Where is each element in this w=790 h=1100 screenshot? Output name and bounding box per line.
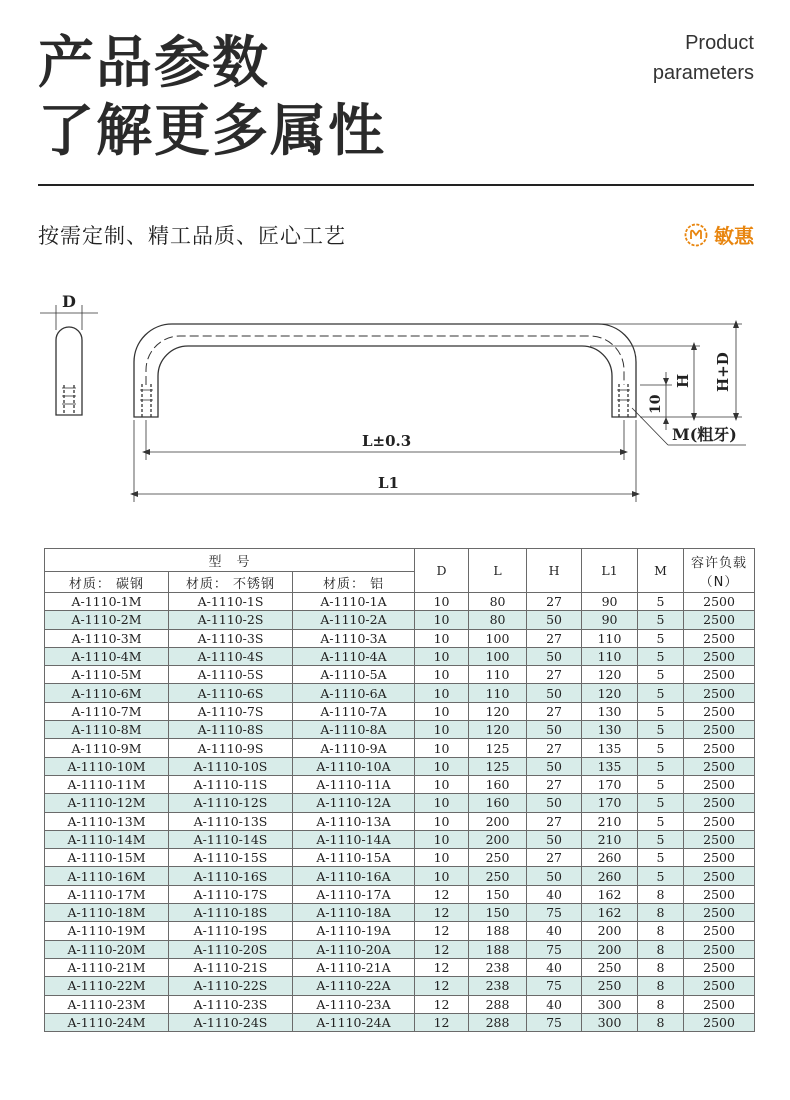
value-m: 8 [638, 922, 684, 940]
header-m: M [638, 549, 684, 593]
value-load: 2500 [684, 684, 755, 702]
value-l1: 250 [582, 977, 638, 995]
label-m: M(粗牙) [672, 425, 737, 444]
model-carbon-steel: A-1110-24M [45, 1013, 169, 1031]
value-load: 2500 [684, 702, 755, 720]
model-stainless: A-1110-18S [169, 904, 293, 922]
value-m: 8 [638, 1013, 684, 1031]
model-carbon-steel: A-1110-16M [45, 867, 169, 885]
model-carbon-steel: A-1110-21M [45, 958, 169, 976]
value-h: 75 [527, 1013, 582, 1031]
model-carbon-steel: A-1110-11M [45, 775, 169, 793]
value-m: 5 [638, 647, 684, 665]
table-row [45, 977, 755, 995]
brand [684, 220, 754, 249]
table-row [45, 885, 755, 903]
value-m: 8 [638, 940, 684, 958]
value-d: 10 [415, 867, 469, 885]
model-header: 型 号 [45, 549, 415, 572]
model-aluminum: A-1110-11A [293, 775, 415, 793]
value-load: 2500 [684, 904, 755, 922]
header-l: L [469, 549, 527, 593]
label-h: H [674, 373, 692, 388]
table-row [45, 794, 755, 812]
value-l: 110 [469, 684, 527, 702]
header-d: D [415, 549, 469, 593]
value-h: 50 [527, 757, 582, 775]
model-aluminum: A-1110-13A [293, 812, 415, 830]
minhui-logo-icon [684, 223, 708, 247]
model-carbon-steel: A-1110-12M [45, 794, 169, 812]
value-l1: 90 [582, 611, 638, 629]
value-d: 10 [415, 794, 469, 812]
value-d: 10 [415, 611, 469, 629]
value-h: 27 [527, 849, 582, 867]
model-stainless: A-1110-12S [169, 794, 293, 812]
value-m: 5 [638, 629, 684, 647]
model-aluminum: A-1110-2A [293, 611, 415, 629]
model-stainless: A-1110-16S [169, 867, 293, 885]
header-load [684, 549, 755, 593]
value-load: 2500 [684, 977, 755, 995]
value-l: 120 [469, 702, 527, 720]
value-l: 250 [469, 867, 527, 885]
header-load-line-2: （N） [699, 574, 739, 590]
header-h: H [527, 549, 582, 593]
model-aluminum: A-1110-14A [293, 830, 415, 848]
value-h: 50 [527, 647, 582, 665]
value-m: 5 [638, 739, 684, 757]
value-d: 10 [415, 830, 469, 848]
value-load: 2500 [684, 775, 755, 793]
table-row [45, 775, 755, 793]
value-load: 2500 [684, 922, 755, 940]
value-m: 5 [638, 794, 684, 812]
header-material-aluminum: 材质： 铝 [293, 572, 415, 593]
table-row [45, 629, 755, 647]
value-h: 50 [527, 867, 582, 885]
value-load: 2500 [684, 794, 755, 812]
value-d: 10 [415, 629, 469, 647]
value-l1: 210 [582, 812, 638, 830]
value-l1: 210 [582, 830, 638, 848]
value-l1: 135 [582, 739, 638, 757]
value-l: 160 [469, 794, 527, 812]
value-load: 2500 [684, 739, 755, 757]
model-stainless: A-1110-4S [169, 647, 293, 665]
model-aluminum: A-1110-23A [293, 995, 415, 1013]
value-m: 5 [638, 611, 684, 629]
spec-table-body [45, 593, 755, 1032]
label-l: L±0.3 [362, 432, 412, 450]
value-l1: 170 [582, 794, 638, 812]
model-carbon-steel: A-1110-23M [45, 995, 169, 1013]
value-h: 40 [527, 995, 582, 1013]
model-carbon-steel: A-1110-19M [45, 922, 169, 940]
spec-table [44, 548, 755, 1032]
model-stainless: A-1110-19S [169, 922, 293, 940]
title-line-2: 了解更多属性 [38, 99, 386, 164]
value-h: 75 [527, 904, 582, 922]
value-load: 2500 [684, 629, 755, 647]
value-l1: 250 [582, 958, 638, 976]
value-l1: 162 [582, 885, 638, 903]
value-h: 27 [527, 739, 582, 757]
model-aluminum: A-1110-5A [293, 666, 415, 684]
value-h: 27 [527, 629, 582, 647]
model-stainless: A-1110-23S [169, 995, 293, 1013]
value-load: 2500 [684, 867, 755, 885]
label-d: D [62, 292, 76, 311]
value-m: 8 [638, 995, 684, 1013]
value-d: 10 [415, 775, 469, 793]
model-aluminum: A-1110-21A [293, 958, 415, 976]
model-carbon-steel: A-1110-20M [45, 940, 169, 958]
value-l1: 300 [582, 1013, 638, 1031]
model-carbon-steel: A-1110-8M [45, 721, 169, 739]
label-hd: H+D [714, 352, 732, 392]
model-stainless: A-1110-6S [169, 684, 293, 702]
title-line-1: 产品参数 [38, 31, 270, 96]
value-d: 12 [415, 958, 469, 976]
value-m: 8 [638, 977, 684, 995]
value-load: 2500 [684, 995, 755, 1013]
value-l: 238 [469, 958, 527, 976]
value-l1: 162 [582, 904, 638, 922]
model-carbon-steel: A-1110-18M [45, 904, 169, 922]
handle-drawing [0, 280, 790, 510]
table-row [45, 702, 755, 720]
model-stainless: A-1110-17S [169, 885, 293, 903]
model-carbon-steel: A-1110-9M [45, 739, 169, 757]
table-row [45, 739, 755, 757]
model-aluminum: A-1110-15A [293, 849, 415, 867]
table-row [45, 830, 755, 848]
value-l: 80 [469, 611, 527, 629]
model-stainless: A-1110-5S [169, 666, 293, 684]
value-h: 40 [527, 885, 582, 903]
value-l1: 130 [582, 702, 638, 720]
value-h: 27 [527, 775, 582, 793]
table-row [45, 593, 755, 611]
title-english-line-2: parameters [652, 62, 754, 84]
table-row [45, 904, 755, 922]
model-carbon-steel: A-1110-3M [45, 629, 169, 647]
header-l1: L1 [582, 549, 638, 593]
header-material-stainless: 材质： 不锈钢 [169, 572, 293, 593]
model-carbon-steel: A-1110-13M [45, 812, 169, 830]
value-l1: 120 [582, 666, 638, 684]
model-carbon-steel: A-1110-22M [45, 977, 169, 995]
value-m: 5 [638, 830, 684, 848]
table-row [45, 721, 755, 739]
value-load: 2500 [684, 812, 755, 830]
value-d: 12 [415, 977, 469, 995]
model-aluminum: A-1110-8A [293, 721, 415, 739]
table-row [45, 849, 755, 867]
model-stainless: A-1110-21S [169, 958, 293, 976]
model-aluminum: A-1110-9A [293, 739, 415, 757]
value-d: 12 [415, 995, 469, 1013]
value-load: 2500 [684, 666, 755, 684]
value-h: 50 [527, 794, 582, 812]
value-h: 27 [527, 812, 582, 830]
value-l: 160 [469, 775, 527, 793]
value-d: 10 [415, 702, 469, 720]
model-aluminum: A-1110-24A [293, 1013, 415, 1031]
value-d: 10 [415, 593, 469, 611]
model-stainless: A-1110-10S [169, 757, 293, 775]
model-aluminum: A-1110-22A [293, 977, 415, 995]
table-row [45, 867, 755, 885]
value-m: 8 [638, 904, 684, 922]
model-aluminum: A-1110-12A [293, 794, 415, 812]
value-l1: 110 [582, 629, 638, 647]
table-row [45, 995, 755, 1013]
value-m: 5 [638, 702, 684, 720]
value-d: 10 [415, 684, 469, 702]
value-h: 27 [527, 593, 582, 611]
value-load: 2500 [684, 647, 755, 665]
value-d: 12 [415, 940, 469, 958]
value-d: 10 [415, 812, 469, 830]
table-row [45, 940, 755, 958]
model-carbon-steel: A-1110-10M [45, 757, 169, 775]
value-h: 40 [527, 958, 582, 976]
value-m: 5 [638, 849, 684, 867]
value-m: 5 [638, 867, 684, 885]
model-stainless: A-1110-15S [169, 849, 293, 867]
model-stainless: A-1110-22S [169, 977, 293, 995]
table-row [45, 922, 755, 940]
title-english-line-1: Product [685, 32, 754, 54]
value-l1: 90 [582, 593, 638, 611]
value-h: 50 [527, 830, 582, 848]
model-aluminum: A-1110-1A [293, 593, 415, 611]
model-stainless: A-1110-11S [169, 775, 293, 793]
value-load: 2500 [684, 757, 755, 775]
model-stainless: A-1110-20S [169, 940, 293, 958]
model-aluminum: A-1110-3A [293, 629, 415, 647]
value-load: 2500 [684, 885, 755, 903]
header-material-carbon-steel: 材质： 碳钢 [45, 572, 169, 593]
model-aluminum: A-1110-6A [293, 684, 415, 702]
table-row [45, 812, 755, 830]
value-l: 200 [469, 812, 527, 830]
value-d: 10 [415, 666, 469, 684]
value-m: 8 [638, 958, 684, 976]
value-l1: 260 [582, 849, 638, 867]
model-aluminum: A-1110-10A [293, 757, 415, 775]
value-l1: 130 [582, 721, 638, 739]
value-l: 110 [469, 666, 527, 684]
value-d: 10 [415, 739, 469, 757]
title-english [653, 28, 754, 88]
model-aluminum: A-1110-18A [293, 904, 415, 922]
model-aluminum: A-1110-20A [293, 940, 415, 958]
table-row [45, 1013, 755, 1031]
value-d: 10 [415, 721, 469, 739]
value-l: 100 [469, 629, 527, 647]
label-l1: L1 [378, 474, 399, 492]
model-stainless: A-1110-14S [169, 830, 293, 848]
value-l: 288 [469, 995, 527, 1013]
value-l: 288 [469, 1013, 527, 1031]
model-stainless: A-1110-2S [169, 611, 293, 629]
slogan: 按需定制、精工品质、匠心工艺 [38, 224, 346, 248]
value-h: 50 [527, 611, 582, 629]
page-title [38, 30, 386, 166]
value-l1: 110 [582, 647, 638, 665]
model-carbon-steel: A-1110-6M [45, 684, 169, 702]
value-load: 2500 [684, 721, 755, 739]
model-stainless: A-1110-9S [169, 739, 293, 757]
model-stainless: A-1110-1S [169, 593, 293, 611]
value-l1: 120 [582, 684, 638, 702]
value-l1: 170 [582, 775, 638, 793]
value-l: 188 [469, 922, 527, 940]
value-m: 5 [638, 721, 684, 739]
value-h: 40 [527, 922, 582, 940]
model-stainless: A-1110-13S [169, 812, 293, 830]
value-l: 238 [469, 977, 527, 995]
table-row [45, 647, 755, 665]
model-stainless: A-1110-3S [169, 629, 293, 647]
model-stainless: A-1110-7S [169, 702, 293, 720]
value-m: 5 [638, 757, 684, 775]
header-divider [38, 184, 754, 186]
model-aluminum: A-1110-17A [293, 885, 415, 903]
value-l: 200 [469, 830, 527, 848]
model-carbon-steel: A-1110-7M [45, 702, 169, 720]
value-l1: 260 [582, 867, 638, 885]
value-l: 125 [469, 757, 527, 775]
model-aluminum: A-1110-19A [293, 922, 415, 940]
value-l: 125 [469, 739, 527, 757]
model-aluminum: A-1110-4A [293, 647, 415, 665]
table-row [45, 757, 755, 775]
model-aluminum: A-1110-16A [293, 867, 415, 885]
value-h: 75 [527, 940, 582, 958]
value-d: 10 [415, 757, 469, 775]
model-stainless: A-1110-24S [169, 1013, 293, 1031]
model-carbon-steel: A-1110-15M [45, 849, 169, 867]
value-l: 188 [469, 940, 527, 958]
value-m: 5 [638, 666, 684, 684]
value-l1: 135 [582, 757, 638, 775]
value-m: 5 [638, 684, 684, 702]
value-l1: 200 [582, 922, 638, 940]
value-d: 12 [415, 1013, 469, 1031]
value-h: 27 [527, 702, 582, 720]
value-load: 2500 [684, 830, 755, 848]
table-row [45, 611, 755, 629]
model-carbon-steel: A-1110-1M [45, 593, 169, 611]
brand-name: 敏惠 [714, 224, 754, 248]
model-carbon-steel: A-1110-5M [45, 666, 169, 684]
value-d: 10 [415, 647, 469, 665]
value-m: 8 [638, 885, 684, 903]
value-m: 5 [638, 812, 684, 830]
value-l: 150 [469, 904, 527, 922]
table-row [45, 958, 755, 976]
label-10: 10 [648, 394, 664, 414]
value-h: 27 [527, 666, 582, 684]
model-carbon-steel: A-1110-2M [45, 611, 169, 629]
value-l: 150 [469, 885, 527, 903]
value-l: 250 [469, 849, 527, 867]
table-row [45, 684, 755, 702]
value-d: 12 [415, 885, 469, 903]
model-carbon-steel: A-1110-14M [45, 830, 169, 848]
value-h: 50 [527, 721, 582, 739]
value-m: 5 [638, 775, 684, 793]
value-m: 5 [638, 593, 684, 611]
value-l: 100 [469, 647, 527, 665]
value-load: 2500 [684, 593, 755, 611]
value-d: 12 [415, 904, 469, 922]
header-load-line-1: 容许负载 [691, 555, 748, 571]
value-l: 120 [469, 721, 527, 739]
value-load: 2500 [684, 940, 755, 958]
value-h: 75 [527, 977, 582, 995]
table-row [45, 666, 755, 684]
model-aluminum: A-1110-7A [293, 702, 415, 720]
value-load: 2500 [684, 611, 755, 629]
model-carbon-steel: A-1110-4M [45, 647, 169, 665]
value-d: 10 [415, 849, 469, 867]
model-stainless: A-1110-8S [169, 721, 293, 739]
value-l: 80 [469, 593, 527, 611]
value-load: 2500 [684, 1013, 755, 1031]
model-carbon-steel: A-1110-17M [45, 885, 169, 903]
value-l1: 300 [582, 995, 638, 1013]
value-h: 50 [527, 684, 582, 702]
value-load: 2500 [684, 849, 755, 867]
value-l1: 200 [582, 940, 638, 958]
value-load: 2500 [684, 958, 755, 976]
value-d: 12 [415, 922, 469, 940]
